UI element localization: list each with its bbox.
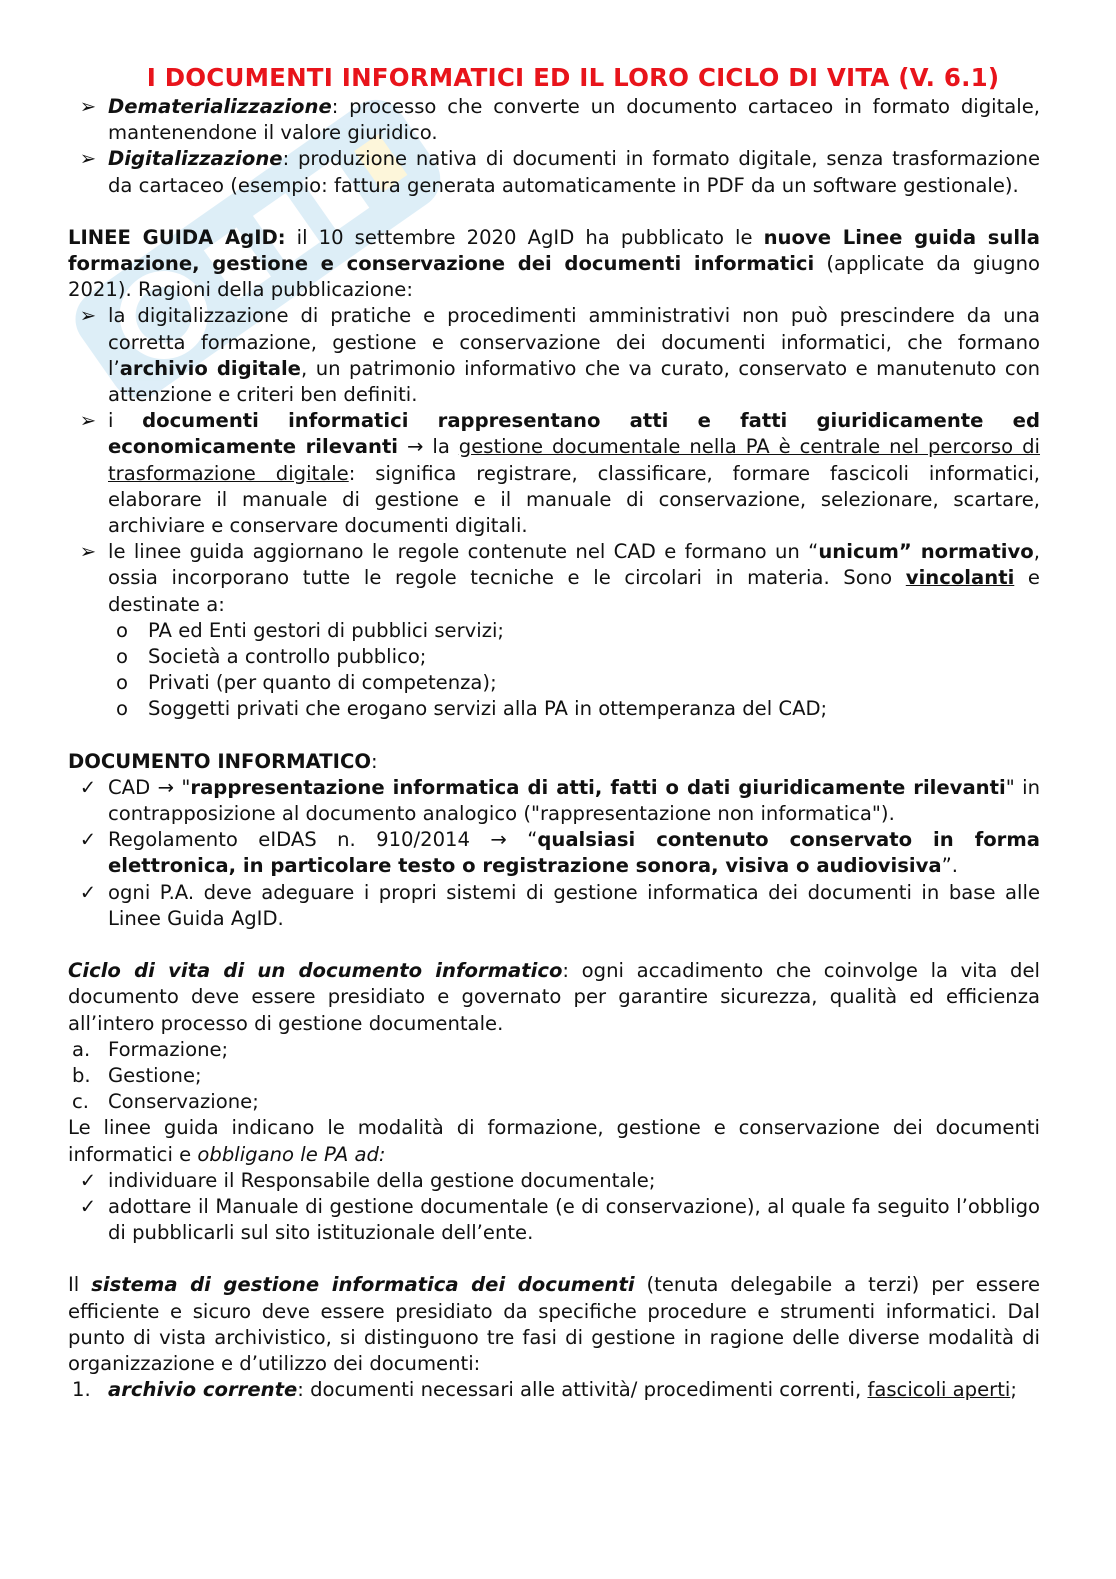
circle-bullet-icon: o — [116, 645, 128, 669]
arrow-bullet-icon: ➢ — [79, 540, 97, 564]
circle-bullet-icon: o — [116, 618, 128, 642]
definition-text: : produzione nativa di documenti in formato digitale, senza trasformazione da cartaceo (esempio: fattura generata automaticamente in PDF da un software gestionale). — [108, 147, 1040, 197]
list-item-obbligo-2: ✓ adottare il Manuale di gestione documentale (e di conservazione), al quale fa seguito l’obbligo di pubblicarli sul sito istituzionale dell’ente. — [68, 1194, 1040, 1246]
recipient-item: o Società a controllo pubblico; — [68, 644, 1040, 670]
list-item-cad: ✓ CAD → "rappresentazione informatica di atti, fatti o dati giuridicamente rilevanti" in contrapposizione al documento analogico ("rappresentazione non informatica"). — [68, 775, 1040, 827]
arrow-bullet-icon: ➢ — [79, 147, 97, 171]
arrow-bullet-icon: ➢ — [79, 304, 97, 328]
circle-bullet-icon: o — [116, 671, 128, 695]
list-item-reason-1: ➢ la digitalizzazione di pratiche e procedimenti amministrativi non può prescindere da una corretta formazione, gestione e conservazione dei documenti informatici, che formano l’archivio digitale, un patrimonio informativo che va curato, conservato e manutenuto con attenzione e criteri ben definiti. — [68, 303, 1040, 408]
arrow-bullet-icon: ➢ — [79, 409, 97, 433]
document-page — [68, 62, 1040, 1403]
check-bullet-icon: ✓ — [79, 1194, 97, 1218]
term-digitalizzazione: Digitalizzazione — [108, 147, 283, 171]
list-item-dematerializzazione — [68, 94, 1040, 146]
sistema-gestione-paragraph: Il sistema di gestione informatica dei documenti (tenuta delegabile a terzi) per essere efficiente e sicuro deve essere presidiato da specifiche procedure e strumenti informatici. Dal punto di vista archivistico, si distinguono tre fasi di gestione in ragione delle diverse modalità di organizzazione e d’utilizzo dei documenti: — [68, 1273, 1041, 1375]
check-bullet-icon: ✓ — [79, 775, 97, 799]
list-item-eidas: ✓ Regolamento eIDAS n. 910/2014 → “qualsiasi contenuto conservato in forma elettronica, in particolare testo o registrazione sonora, visiva o audiovisiva”. — [68, 827, 1040, 879]
section-label-linee-guida: LINEE GUIDA AgID: — [68, 225, 286, 249]
phase-item: c. Conservazione; — [72, 1090, 259, 1114]
term-dematerializzazione: Dematerializzazione — [108, 95, 332, 118]
recipient-item: o Soggetti privati che erogano servizi alla PA in ottemperanza del CAD; — [68, 696, 1040, 722]
list-item-reason-3: ➢ le linee guida aggiornano le regole contenute nel CAD e formano un “unicum” normativo, ossia incorporano tutte le regole tecniche e le circolari in materia. Sono vincolanti e destinate a: — [68, 539, 1040, 618]
definition-text: : processo che converte un documento cartaceo in formato digitale, mantenendone il valore giuridico. — [108, 95, 1040, 145]
check-bullet-icon: ✓ — [79, 1168, 97, 1192]
list-item-obbligo-1: ✓ individuare il Responsabile della gestione documentale; — [68, 1168, 1040, 1194]
recipient-item: o Privati (per quanto di competenza); — [68, 670, 1040, 696]
linee-guida-paragraph: LINEE GUIDA AgID: il 10 settembre 2020 AgID ha pubblicato le nuove Linee guida sulla formazione, gestione e conservazione dei documenti informatici (applicate da giugno 2021). Ragioni della pubblicazione: — [68, 225, 1040, 302]
list-item-digitalizzazione — [68, 146, 1040, 198]
ciclo-di-vita-paragraph: Ciclo di vita di un documento informatico: ogni accadimento che coinvolge la vita del documento deve essere presidiato e governato per garantire sicurezza, qualità ed efficienza all’intero processo di gestione documentale. — [68, 959, 1040, 1035]
phase-item: a. Formazione; — [72, 1037, 229, 1061]
documento-informatico-heading: DOCUMENTO INFORMATICO: — [68, 749, 378, 773]
list-item-pa: ✓ ogni P.A. deve adeguare i propri sistemi di gestione informatica dei documenti in base alle Linee Guida AgID. — [68, 880, 1040, 932]
circle-bullet-icon: o — [116, 697, 128, 721]
phase-item: b. Gestione; — [72, 1063, 202, 1087]
archive-phase-item: 1. archivio corrente: documenti necessari alle attività/ procedimenti correnti, fascicoli aperti; — [72, 1378, 1017, 1402]
arrow-bullet-icon: ➢ — [79, 95, 97, 118]
page-title: I DOCUMENTI INFORMATICI ED IL LORO CICLO DI VITA (V. 6.1) — [146, 63, 1000, 92]
check-bullet-icon: ✓ — [79, 828, 97, 852]
recipient-item: o PA ed Enti gestori di pubblici servizi; — [68, 618, 1040, 644]
check-bullet-icon: ✓ — [79, 880, 97, 904]
obblighi-paragraph: Le linee guida indicano le modalità di formazione, gestione e conservazione dei documenti informatici e obbligano le PA ad: — [68, 1116, 1040, 1166]
list-item-reason-2: ➢ i documenti informatici rappresentano atti e fatti giuridicamente ed economicamente rilevanti → la gestione documentale nella PA è centrale nel percorso di trasformazione digitale: significa registrare, classificare, formare fascicoli informatici, elaborare il manuale di gestione e il manuale di conservazione, selezionare, scartare, archiviare e conservare documenti digitali. — [68, 408, 1040, 539]
